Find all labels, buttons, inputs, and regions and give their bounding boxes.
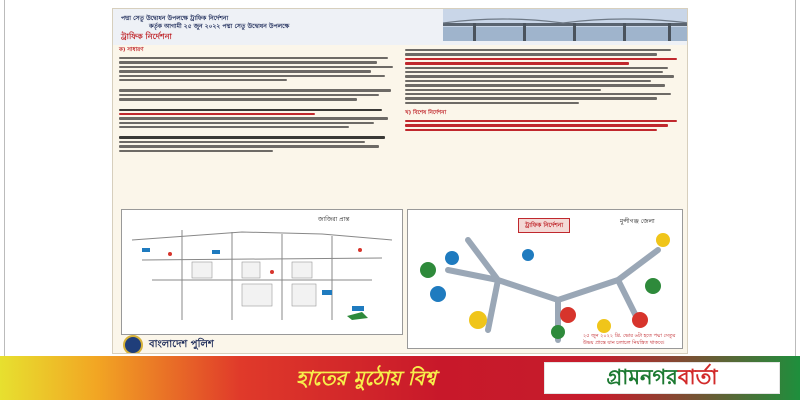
left-route-map [121, 209, 403, 335]
header-line-2: কর্তৃক আগামী ২৫ জুন ২০২২ পদ্মা সেতু উদ্বোধন উপলক্ষে [149, 23, 290, 30]
left-section-title: ক) সাধারণ [119, 47, 144, 53]
right-section-title: খ) বিশেষ নির্দেশনা [405, 110, 447, 117]
right-map-label: মুন্সীগঞ্জ জেলা [620, 218, 655, 225]
document-header [113, 9, 688, 45]
right-route-map [407, 209, 683, 349]
bridge-image [443, 9, 688, 41]
banner-slogan: হাতের মুঠোয় বিশ্ব [296, 366, 436, 390]
document-footnote: ২৫ জুন ২০২২ খ্রি. ভোর ৬টা হতে পদ্মা সেতুর উভয় প্রান্তে যান চলাচল নিয়ন্ত্রিত থাকবে। [583, 333, 676, 346]
left-map-label: জাজিরা প্রান্ত [318, 216, 350, 223]
site-logo-part1: গ্রামনগর [606, 363, 678, 389]
police-seal-icon [123, 335, 143, 354]
right-map-badge: ট্রাফিক নির্দেশনা [518, 218, 570, 233]
traffic-notice-document [112, 8, 688, 354]
site-logo[interactable] [544, 362, 780, 394]
police-label: বাংলাদেশ পুলিশ [149, 338, 214, 350]
document-heading: ট্রাফিক নির্দেশনা [121, 32, 172, 41]
frame-border-left [4, 0, 5, 356]
left-map-drawing [122, 210, 404, 336]
site-logo-part2: বার্তা [677, 363, 718, 389]
police-logo-block [123, 335, 214, 354]
header-line-1: পদ্মা সেতু উদ্বোধন উপলক্ষে ট্রাফিক নির্দেশনা [121, 15, 229, 22]
frame-border-right [795, 0, 796, 356]
